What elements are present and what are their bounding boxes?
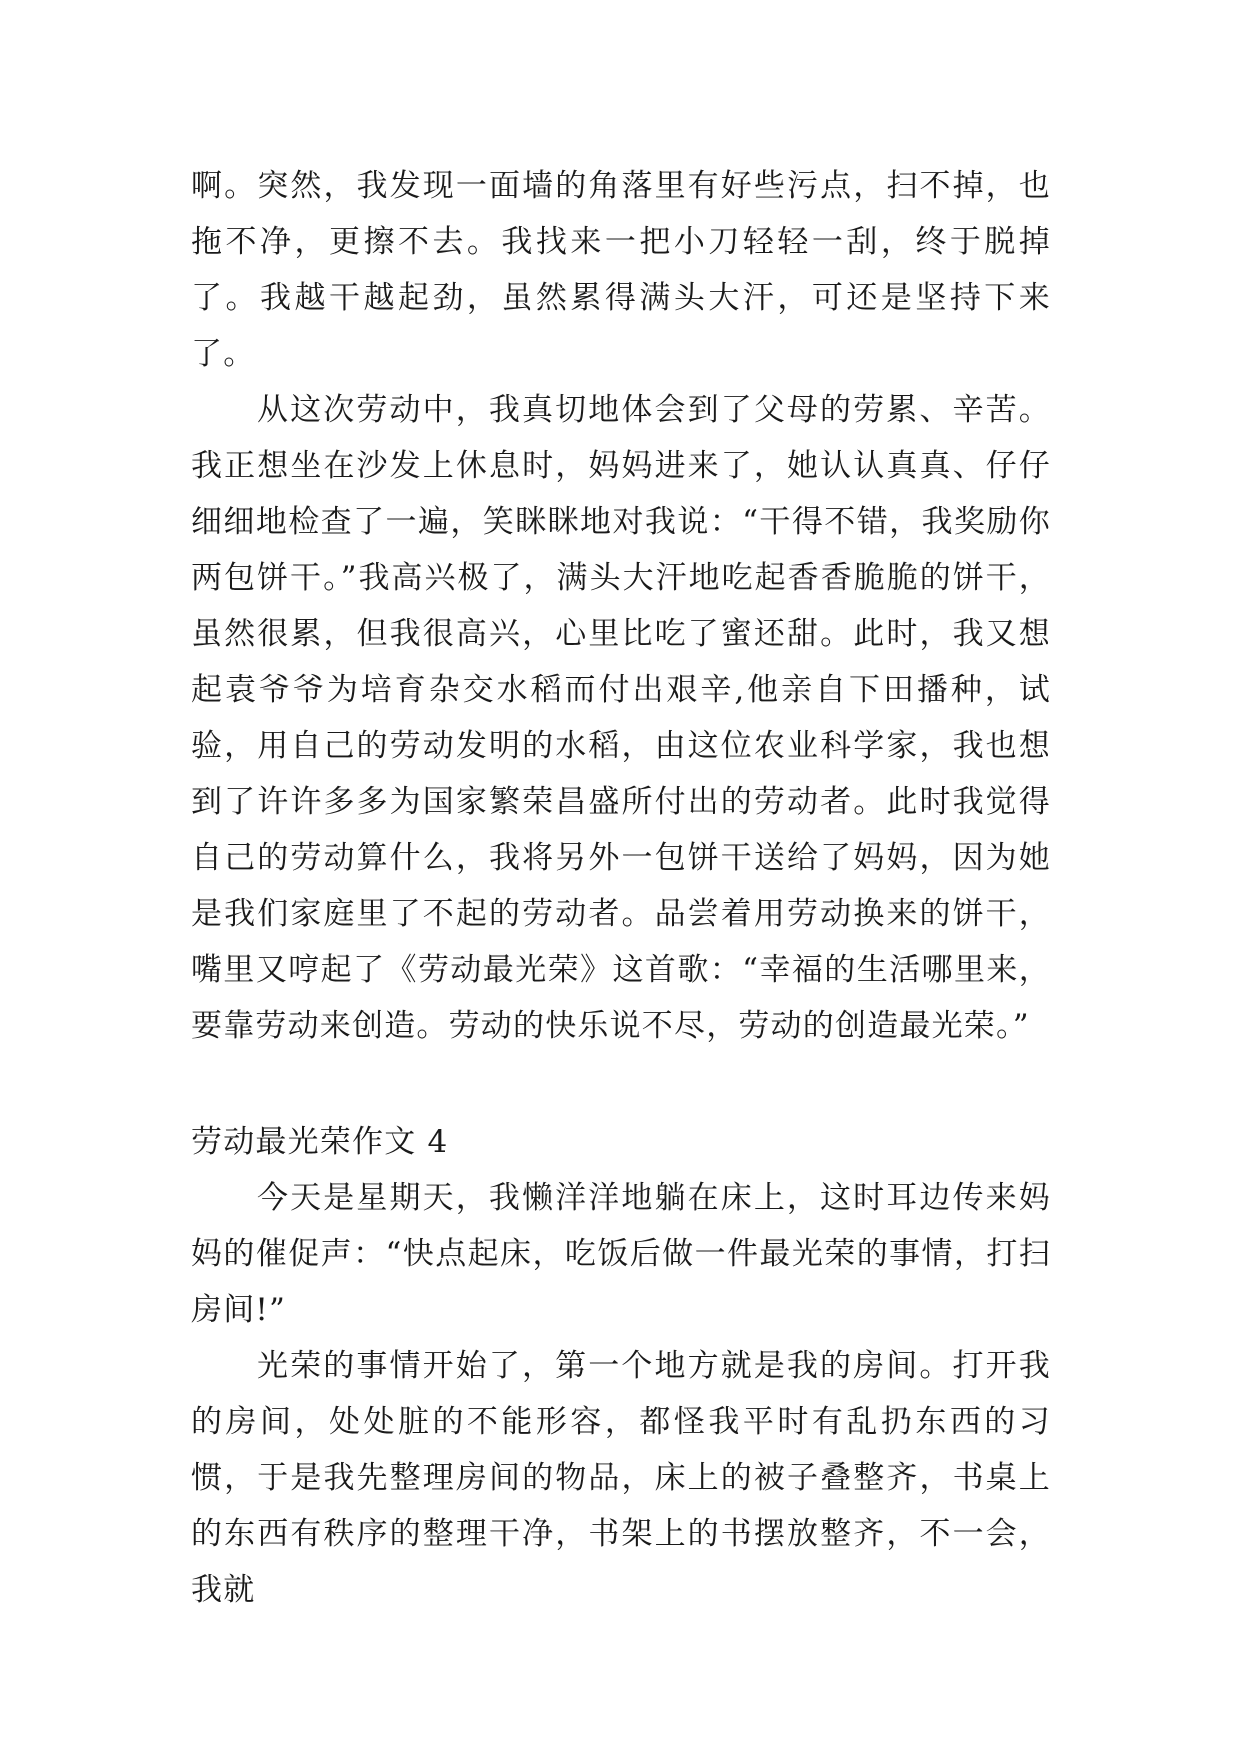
section-gap	[191, 1054, 1051, 1114]
paragraph-1: 啊。突然，我发现一面墙的角落里有好些污点，扫不掉，也拖不净，更擦不去。我找来一把小刀轻轻一刮，终于脱掉了。我越干越起劲，虽然累得满头大汗，可还是坚持下来了。	[191, 168, 1051, 372]
paragraph-3: 今天是星期天，我懒洋洋地躺在床上，这时耳边传来妈妈的催促声：“快点起床，吃饭后做一件最光荣的事情，打扫房间!”	[191, 1180, 1051, 1328]
paragraph-4: 光荣的事情开始了，第一个地方就是我的房间。打开我的房间，处处脏的不能形容，都怪我平时有乱扔东西的习惯，于是我先整理房间的物品，床上的被子叠整齐，书桌上的东西有秩序的整理干净，书架上的书摆放整齐，不一会，我就	[191, 1348, 1051, 1608]
document-body	[191, 158, 1051, 1618]
paragraph-2: 从这次劳动中，我真切地体会到了父母的劳累、辛苦。我正想坐在沙发上休息时，妈妈进来了，她认认真真、仔仔细细地检查了一遍，笑眯眯地对我说：“干得不错，我奖励你两包饼干。”我高兴极了，满头大汗地吃起香香脆脆的饼干，虽然很累，但我很高兴，心里比吃了蜜还甜。此时，我又想起袁爷爷为培育杂交水稻而付出艰辛,他亲自下田播种，试验，用自己的劳动发明的水稻，由这位农业科学家，我也想到了许许多多为国家繁荣昌盛所付出的劳动者。此时我觉得自己的劳动算什么，我将另外一包饼干送给了妈妈，因为她是我们家庭里了不起的劳动者。品尝着用劳动换来的饼干，嘴里又哼起了《劳动最光荣》这首歌：“幸福的生活哪里来，要靠劳动来创造。劳动的快乐说不尽，劳动的创造最光荣。”	[191, 392, 1051, 1044]
section-heading: 劳动最光荣作文 4	[191, 1124, 449, 1160]
